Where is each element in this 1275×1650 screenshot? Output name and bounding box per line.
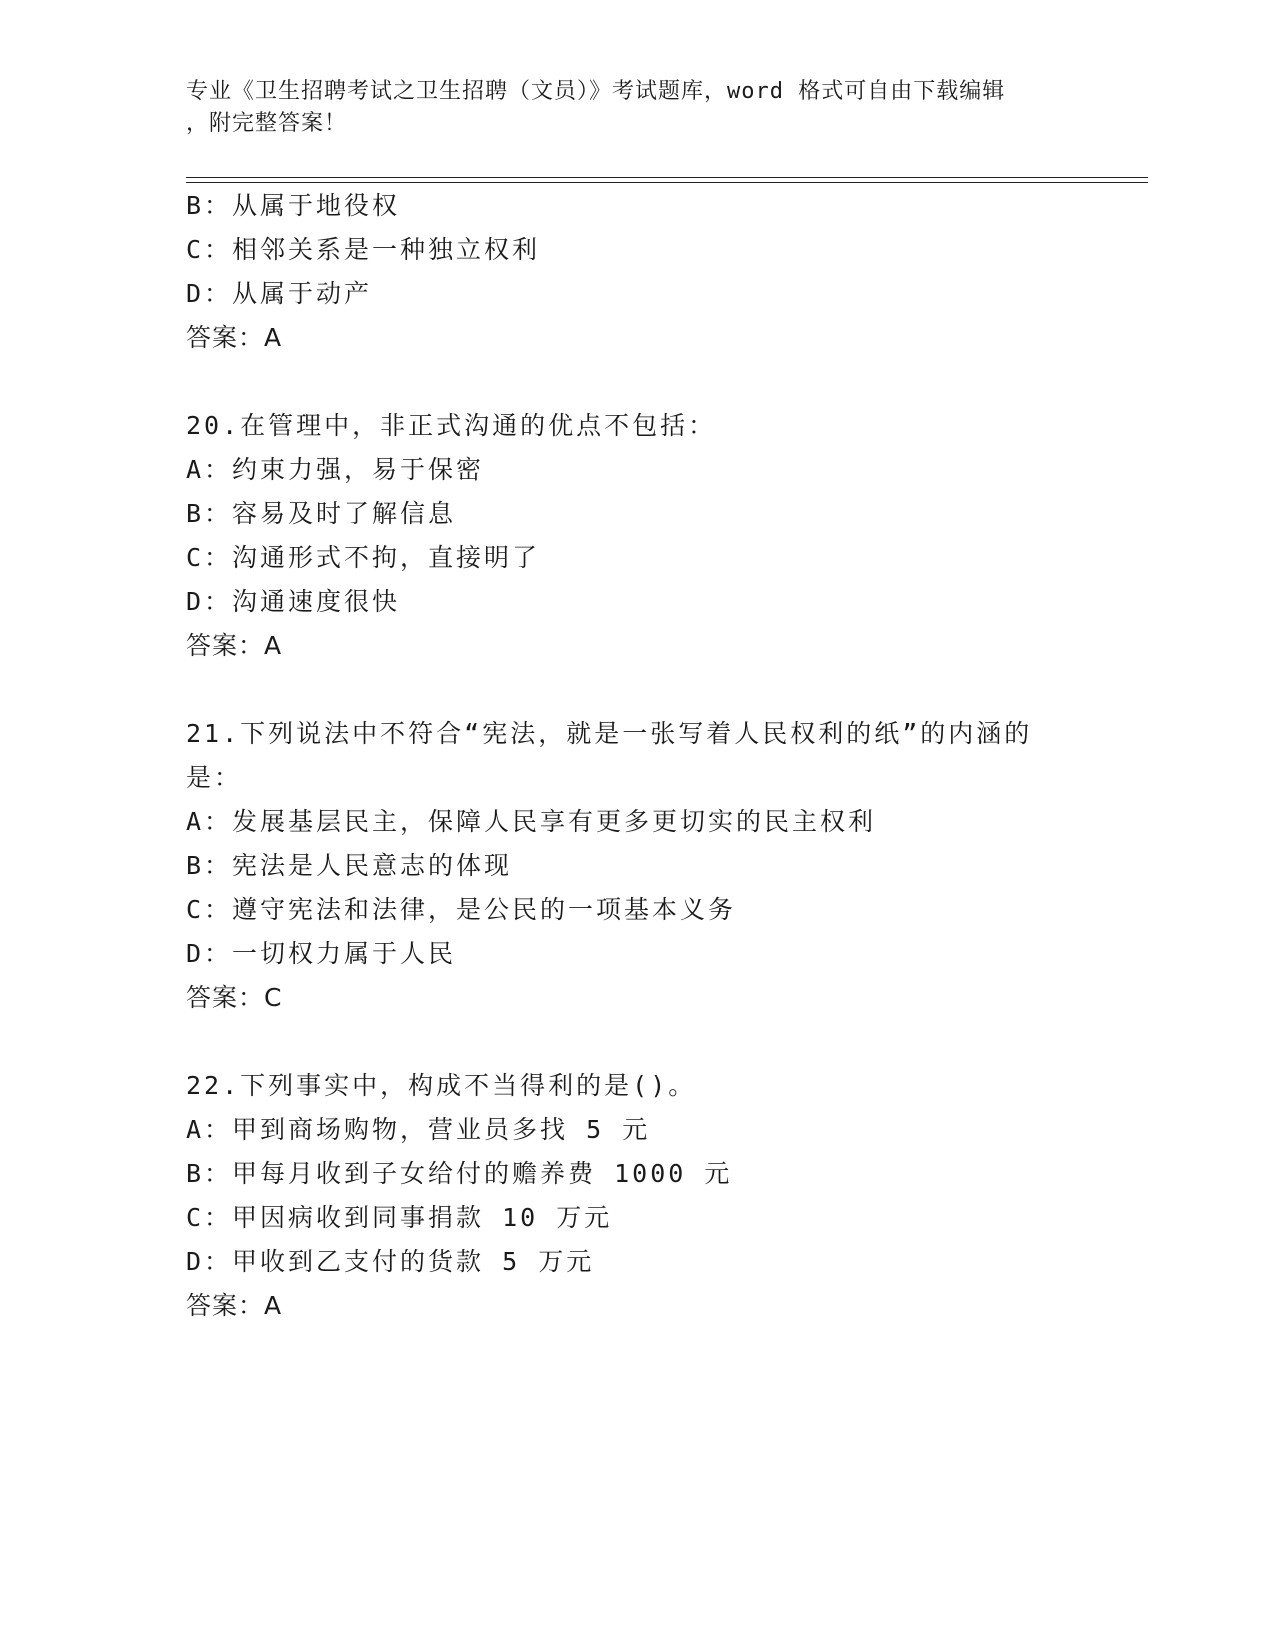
q20-option-c: C：沟通形式不拘，直接明了	[186, 543, 541, 572]
q19-option-d: D：从属于动产	[186, 279, 373, 308]
q22-option-d: D：甲收到乙支付的货款 5 万元	[186, 1247, 595, 1276]
q21-option-b: B：宪法是人民意志的体现	[186, 851, 513, 880]
q21-option-c: C：遵守宪法和法律，是公民的一项基本义务	[186, 895, 737, 924]
q20-option-b: B：容易及时了解信息	[186, 499, 457, 528]
q22-option-a: A：甲到商场购物，营业员多找 5 元	[186, 1115, 651, 1144]
q20-answer: 答案：A	[186, 631, 283, 660]
q19-option-b: B：从属于地役权	[186, 191, 401, 220]
q21-question-line-1: 21.下列说法中不符合“宪法，就是一张写着人民权利的纸”的内涵的	[186, 719, 1033, 748]
q22-question: 22.下列事实中，构成不当得利的是()。	[186, 1071, 697, 1100]
header-line-1: 专业《卫生招聘考试之卫生招聘（文员）》考试题库，word 格式可自由下载编辑	[186, 79, 1006, 104]
q20-question: 20.在管理中，非正式沟通的优点不包括：	[186, 411, 717, 440]
header-divider-bottom	[186, 182, 1148, 183]
q20-option-d: D：沟通速度很快	[186, 587, 401, 616]
q22-option-b: B：甲每月收到子女给付的赡养费 1000 元	[186, 1159, 733, 1188]
q21-option-d: D：一切权力属于人民	[186, 939, 457, 968]
header-divider-top	[186, 177, 1148, 178]
q21-option-a: A：发展基层民主，保障人民享有更多更切实的民主权利	[186, 807, 877, 836]
q21-answer: 答案：C	[186, 983, 283, 1012]
q20-option-a: A：约束力强，易于保密	[186, 455, 485, 484]
document-header	[186, 76, 1066, 140]
q21-question-line-2: 是：	[186, 763, 243, 792]
q22-answer: 答案：A	[186, 1291, 283, 1320]
q19-answer: 答案：A	[186, 323, 283, 352]
header-line-2: ，附完整答案！	[186, 111, 348, 136]
q22-option-c: C：甲因病收到同事捐款 10 万元	[186, 1203, 613, 1232]
q19-option-c: C：相邻关系是一种独立权利	[186, 235, 541, 264]
